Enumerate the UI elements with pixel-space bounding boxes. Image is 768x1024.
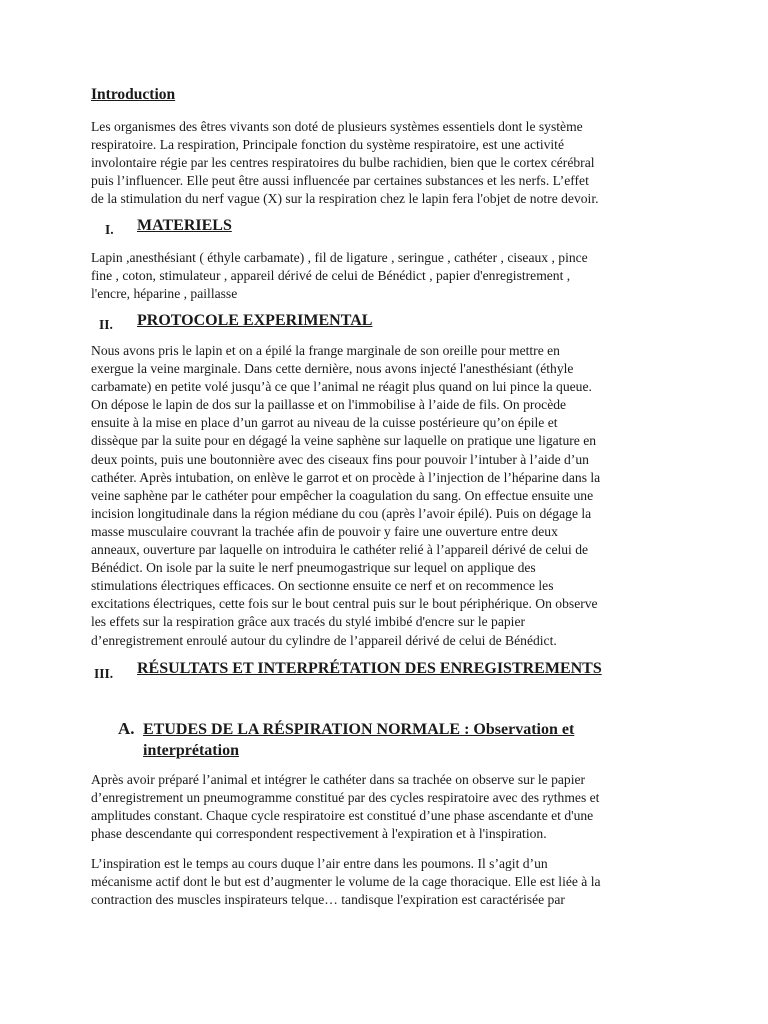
- text-line: d’enregistrement enroulé autour du cylindre de l’appareil dérivé de celui de Bénédict.: [91, 632, 557, 648]
- text-line: contraction des muscles inspirateurs telque… tandisque l'expiration est caractérisée par: [91, 892, 565, 908]
- text-line: dissèque par la suite pour en dégagé la veine saphène sur laquelle on pratique une ligature en: [91, 433, 597, 449]
- text-line: d’enregistrement un pneumogramme constitué par des cycles respiratoire avec des rythmes et: [91, 790, 600, 806]
- text-line: deux points, puis une boutonnière avec des ciseaux fins pour pouvoir l’intuber à l’aide d’un: [91, 451, 589, 467]
- text-line: phase descendante qui correspondent respectivement à l'expiration et à l'inspiration.: [91, 826, 547, 842]
- etudes-paragraph-1: [91, 771, 681, 843]
- text-line: mécanisme actif dont le but est d’augmenter le volume de la cage thoracique. Elle est liée à la: [91, 874, 601, 890]
- section-title-resultats: RÉSULTATS ET INTERPRÉTATION DES ENREGISTREMENTS: [137, 660, 602, 677]
- intro-heading: Introduction: [91, 86, 176, 103]
- section-number-resultats: III.: [94, 666, 114, 681]
- text-line: Nous avons pris le lapin et on a épilé la frange marginale de son oreille pour mettre en: [91, 343, 560, 358]
- protocole-paragraph: [91, 342, 681, 650]
- section-title-protocole: PROTOCOLE EXPERIMENTAL: [137, 312, 373, 329]
- text-line: Lapin ,anesthésiant ( éthyle carbamate) , fil de ligature , seringue , cathéter , ciseaux , pince: [91, 250, 588, 265]
- etudes-paragraph-2: [91, 855, 681, 909]
- text-line: l'encre, héparine , paillasse: [91, 286, 238, 302]
- text-line: cathéter. Après intubation, on enlève le garrot et on procède à l’injection de l’héparine dans la: [91, 469, 601, 485]
- section-title-materiels: MATERIELS: [137, 217, 232, 234]
- text-line: amplitudes constant. Chaque cycle respiratoire est constitué d’une phase ascendante et d'une: [91, 808, 594, 824]
- subsection-title: [143, 719, 663, 761]
- text-line: incision longitudinale dans la région médiane du cou (après l’avoir épilé). Puis on dégage la: [91, 505, 592, 521]
- text-line: On dépose le lapin de dos sur la paillasse et on l'immobilise à l’aide de fils. On procède: [91, 397, 567, 413]
- text-line: les effets sur la respiration grâce aux tracés du stylé imbibé d'encre sur le papier: [91, 614, 526, 630]
- text-line: excitations électriques, cette fois sur le bout central puis sur le bout périphérique. On observe: [91, 596, 598, 612]
- text-line: de la stimulation du nerf vague (X) sur la respiration chez le lapin fera l'objet de notre devoir.: [91, 191, 599, 207]
- text-line: Bénédict. On isole par la suite le nerf pneumogastrique sur lequel on applique des: [91, 560, 536, 576]
- text-line: exergue la veine marginale. Dans cette dernière, nous avons injecté l'anesthésiant (éthyle: [91, 361, 574, 377]
- subsection-title-line2: interprétation: [143, 742, 239, 759]
- text-line: respiratoire. La respiration, Principale fonction du système respiratoire, est une activité: [91, 137, 564, 153]
- text-line: Après avoir préparé l’animal et intégrer le cathéter dans sa trachée on observe sur le papier: [91, 772, 586, 787]
- subsection-letter: A.: [118, 719, 135, 738]
- text-line: involontaire régie par les centres respiratoires du bulbe rachidien, bien que le cortex cérébral: [91, 155, 595, 171]
- text-line: L’inspiration est le temps au cours duque l’air entre dans les poumons. Il s’agit d’un: [91, 856, 548, 871]
- section-number-materiels: I.: [105, 222, 114, 237]
- text-line: Les organismes des êtres vivants son doté de plusieurs systèmes essentiels dont le système: [91, 119, 583, 134]
- text-line: fine , coton, stimulateur , appareil dérivé de celui de Bénédict , papier d'enregistrement ,: [91, 268, 571, 284]
- text-line: veine saphène par le cathéter pour empêcher la coagulation du sang. On effectue ensuite une: [91, 487, 594, 503]
- subsection-title-line1: ETUDES DE LA RÉSPIRATION NORMALE : Observation et: [143, 721, 575, 738]
- text-line: stimulations électriques efficaces. On sectionne ensuite ce nerf et on recommence les: [91, 578, 554, 594]
- text-line: puis l’influencer. Elle peut être aussi influencée par certaines substances et les nerfs. L’effet: [91, 173, 589, 189]
- section-number-protocole: II.: [99, 317, 113, 332]
- text-line: ensuite à la mise en place d’un garrot au niveau de la cuisse postérieure qu’on épile et: [91, 415, 558, 431]
- text-line: masse musculaire couvrant la trachée afin de pouvoir y faire une ouverture entre deux: [91, 523, 558, 539]
- text-line: anneaux, ouverture par laquelle on introduira le cathéter relié à l’appareil dérivé de celui de: [91, 542, 589, 558]
- materiels-paragraph: [91, 249, 681, 303]
- intro-paragraph: [91, 118, 681, 208]
- text-line: carbamate) en petite volé jusqu’à ce que l’animal ne réagit plus quand on lui pince la queue.: [91, 379, 592, 395]
